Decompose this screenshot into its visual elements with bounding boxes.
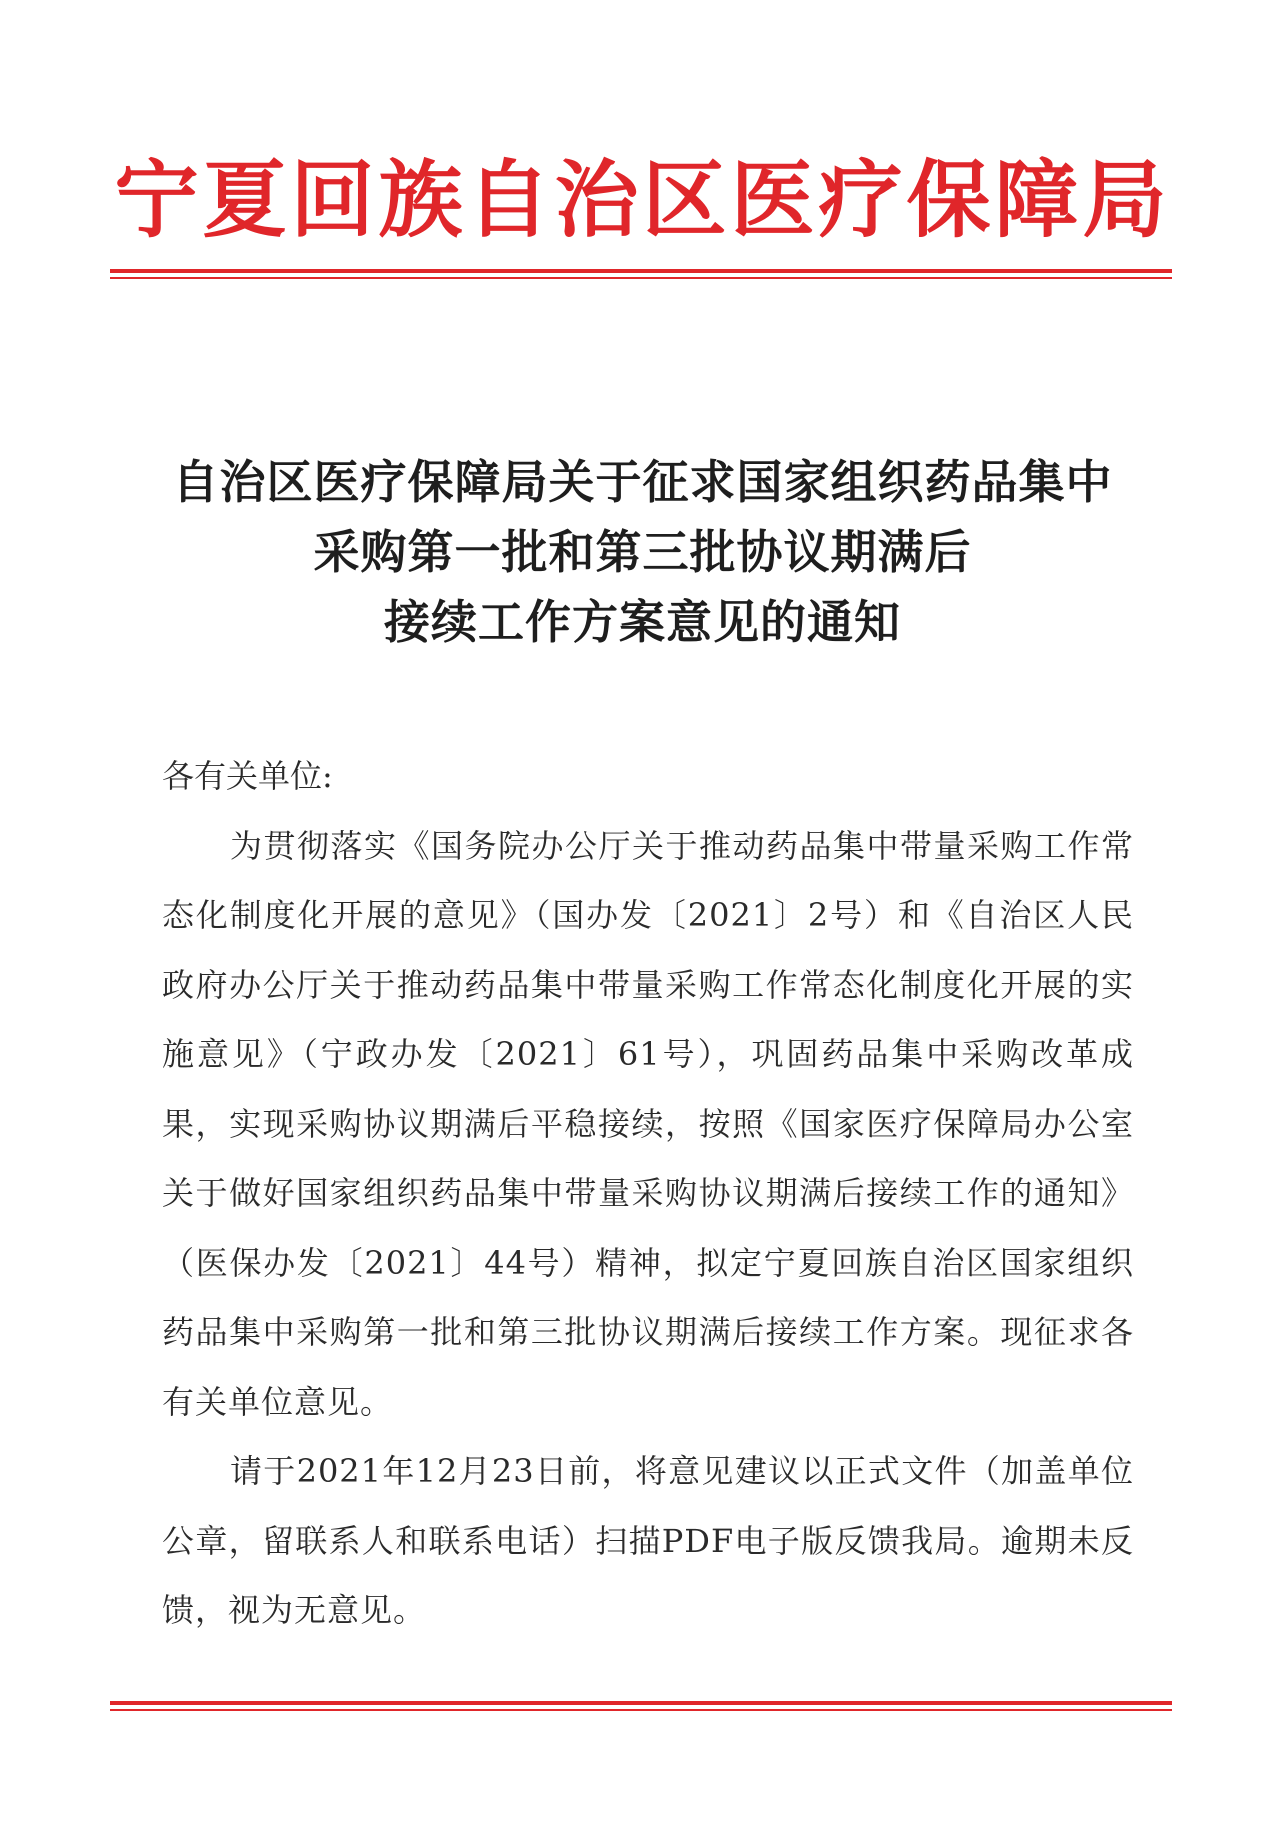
rule-thin-line — [110, 277, 1172, 279]
letterhead-red-rule — [110, 269, 1172, 281]
title-line-1: 自治区医疗保障局关于征求国家组织药品集中 — [172, 455, 1113, 509]
document-title — [100, 447, 1185, 657]
letterhead-org-name: 宁夏回族自治区医疗保障局 — [114, 150, 1171, 249]
salutation: 各有关单位: — [162, 757, 333, 795]
rule-thick-line — [110, 1701, 1172, 1705]
title-line-3: 接续工作方案意见的通知 — [384, 595, 901, 649]
rule-thin-line — [110, 1709, 1172, 1711]
paragraph-2: 请于2021年12月23日前，将意见建议以正式文件（加盖单位公章，留联系人和联系电话）扫描PDF电子版反馈我局。逾期未反馈，视为无意见。 — [162, 1452, 1134, 1629]
paragraph-1: 为贯彻落实《国务院办公厅关于推动药品集中带量采购工作常态化制度化开展的意见》（国办发〔2021〕2号）和《自治区人民政府办公厅关于推动药品集中带量采购工作常态化制度化开展的实施意见》（宁政办发〔2021〕61号），巩固药品集中采购改革成果，实现采购协议期满后平稳接续，按照《国家医疗保障局办公室关于做好国家组织药品集中带量采购协议期满后接续工作的通知》（医保办发〔2021〕44号）精神，拟定宁夏回族自治区国家组织药品集中采购第一批和第三批协议期满后接续工作方案。现征求各有关单位意见。 — [162, 826, 1134, 1421]
rule-thick-line — [110, 269, 1172, 273]
footer-red-rule — [110, 1701, 1172, 1713]
document-body — [162, 742, 1134, 1646]
title-line-2: 采购第一批和第三批协议期满后 — [313, 525, 972, 579]
